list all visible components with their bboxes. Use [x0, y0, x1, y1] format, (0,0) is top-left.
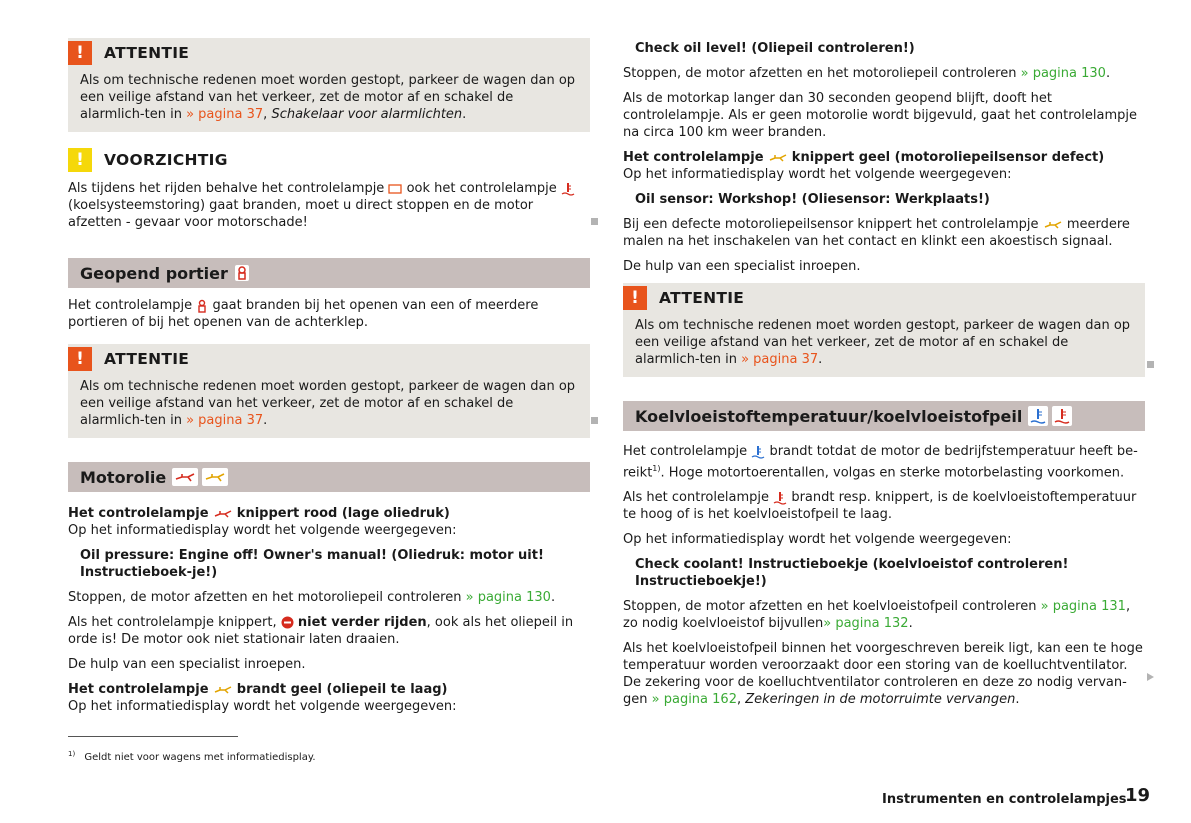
door-icon	[196, 299, 208, 313]
stop-text: Stoppen, de motor afzetten en het motoroliepeil controleren » pagina 130.	[623, 66, 1111, 81]
coolant-temp-blue-icon	[751, 445, 765, 459]
oil-red-text: Op het informatiedisplay wordt het volgende weergegeven:	[68, 523, 457, 538]
attentie-box-1	[68, 38, 590, 132]
oil-yellow-heading: Het controlelampje brandt geel (oliepeil te laag)	[68, 682, 448, 697]
warning-icon: !	[68, 41, 92, 65]
coolant-p3: Op het informatiedisplay wordt het volgende weergegeven:	[623, 532, 1012, 548]
warning-icon: !	[68, 347, 92, 371]
page-link[interactable]: » pagina 130	[465, 590, 551, 605]
end-marker	[591, 417, 598, 424]
oil-red-heading: Het controlelampje knippert rood (lage oliedruk)	[68, 506, 450, 521]
display-message: Oil pressure: Engine off! Owner's manual! (Oliedruk: motor uit! Instructieboek-je!)	[80, 548, 544, 580]
coolant-p4: Stoppen, de motor afzetten en het koelvloeistofpeil controleren » pagina 131, zo nodig koelvloeistof bijvullen» pagina 132.	[623, 599, 1131, 632]
coolant-p2: Als het controlelampje brandt resp. knippert, is de koelvloeistoftemperatuur te hoog of is het koelvloeistofpeil te laag.	[623, 490, 1137, 523]
sensor-heading: Het controlelampje knippert geel (motoroliepeilsensor defect)	[623, 150, 1105, 165]
footnote-ref: 1)	[652, 464, 661, 473]
page-link[interactable]: » pagina 162	[651, 692, 737, 708]
blink-text: Als het controlelampje knippert, niet verder rijden, ook als het oliepeil in orde is! De motor ook niet stationair laten draaien.	[68, 615, 574, 647]
defect-text: Bij een defecte motoroliepeilsensor knippert het controlelampje meerdere malen na het inschakelen van het contact en klinkt een akoestisch signaal.	[623, 217, 1130, 249]
oil-pressure-red-icon	[213, 509, 233, 519]
stop-icon	[281, 616, 294, 629]
display-message: Check oil level! (Oliepeil controleren!)	[635, 41, 915, 56]
coolant-p1: Het controlelampje brandt totdat de motor de bedrijfstemperatuur heeft be-reikt$^{1)}$. Hoge motortoerentallen, volgas en sterke motorbelasting voorkomen.	[623, 444, 1138, 481]
door-open-icon	[234, 264, 250, 282]
portier-text: Het controlelampje gaat branden bij het openen van een of meerdere portieren of bij het openen van de achterklep.	[68, 298, 539, 330]
oil-pressure-red-icon	[172, 468, 198, 486]
right-column	[623, 38, 1145, 716]
caution-icon: !	[68, 148, 92, 172]
end-marker	[591, 218, 598, 225]
hood-text: Als de motorkap langer dan 30 seconden geopend blijft, dooft het controlelampje. Als er geen motorolie wordt bijgevuld, gaat het controlelampje na circa 100 km weer branden.	[623, 91, 1137, 140]
page-number: 19	[1125, 785, 1151, 806]
left-column	[68, 38, 590, 723]
section-heading-portier: Geopend portier	[68, 258, 590, 288]
end-marker	[1147, 361, 1154, 368]
display-message: Check coolant! Instructieboekje (koelvloeistof controleren! Instructieboekje!)	[635, 557, 1069, 590]
page-link[interactable]: » pagina 131	[1040, 599, 1126, 615]
page-link[interactable]: » pagina 37	[186, 107, 264, 122]
stop-text: Stoppen, de motor afzetten en het motoroliepeil controleren » pagina 130.	[68, 590, 556, 605]
oil-level-yellow-icon	[213, 685, 233, 695]
page-link[interactable]: » pagina 130	[1020, 66, 1106, 81]
section-heading-koelvloeistof: Koelvloeistoftemperatuur/koelvloeistofpeil	[623, 401, 1145, 431]
oil-yellow-text: Op het informatiedisplay wordt het volgende weergegeven:	[68, 699, 457, 714]
voorzichtig-body: Als tijdens het rijden behalve het controlelampje ook het controlelampje (koelsysteemstoring) gaat branden, moet u direct stoppen en de motor afzetten - gevaar voor motorschade!	[68, 175, 590, 231]
coolant-temp-red-icon	[773, 491, 787, 505]
footnote: $^{1)}$ Geldt niet voor wagens met informatiedisplay.	[68, 750, 316, 764]
attentie-box-3	[623, 283, 1145, 377]
attentie-box-2	[68, 344, 590, 438]
coolant-temp-blue-icon	[1028, 406, 1048, 426]
help-text: De hulp van een specialist inroepen.	[68, 657, 306, 672]
attentie-title: ATTENTIE	[104, 43, 190, 62]
page-link[interactable]: » pagina 37	[186, 413, 264, 428]
coolant-temp-red-icon	[561, 182, 575, 196]
help-text: De hulp van een specialist inroepen.	[623, 259, 861, 274]
page-link[interactable]: » pagina 132	[823, 616, 909, 632]
warning-icon: !	[623, 286, 647, 310]
attentie-body: Als om technische redenen moet worden gestopt, parkeer de wagen dan op een veilige afstand van het verkeer, zet de motor af en schakel de alarmlich-ten in » pagina 37.	[80, 379, 576, 428]
sensor-text: Op het informatiedisplay wordt het volgende weergegeven:	[623, 167, 1012, 182]
oil-level-yellow-icon	[1043, 220, 1063, 230]
voorzichtig-box	[68, 145, 590, 231]
attentie-title: ATTENTIE	[104, 349, 190, 368]
footnote-divider	[68, 736, 238, 737]
section-heading-motorolie: Motorolie	[68, 462, 590, 492]
engine-fault-icon	[388, 184, 402, 194]
page-link[interactable]: » pagina 37	[741, 352, 819, 367]
attentie-body: Als om technische redenen moet worden gestopt, parkeer de wagen dan op een veilige afstand van het verkeer, zet de motor af en schakel de alarmlich-ten in » pagina 37.	[635, 318, 1131, 367]
footer-chapter-title: Instrumenten en controlelampjes	[882, 792, 1127, 807]
voorzichtig-title: VOORZICHTIG	[104, 150, 228, 169]
attentie-body: Als om technische redenen moet worden gestopt, parkeer de wagen dan op een veilige afstand van het verkeer, zet de motor af en schakel de alarmlich-ten in » pagina 37, Schakelaar voor alarmlichten.	[80, 73, 576, 122]
oil-level-yellow-icon	[768, 153, 788, 163]
coolant-temp-red-icon	[1052, 406, 1072, 426]
display-message: Oil sensor: Workshop! (Oliesensor: Werkplaats!)	[635, 192, 990, 207]
oil-level-yellow-icon	[202, 468, 228, 486]
coolant-p5: Als het koelvloeistofpeil binnen het voorgeschreven bereik ligt, kan een te hoge temperatuur worden veroorzaakt door een storing van de koelluchtventilator. De zekering voor de koelluchtventilator controleren en deze zo nodig vervan-gen » pagina 162, Zekeringen in de motorruimte vervangen.	[623, 641, 1143, 708]
attentie-title: ATTENTIE	[659, 288, 745, 307]
continue-arrow-icon	[1147, 673, 1154, 681]
